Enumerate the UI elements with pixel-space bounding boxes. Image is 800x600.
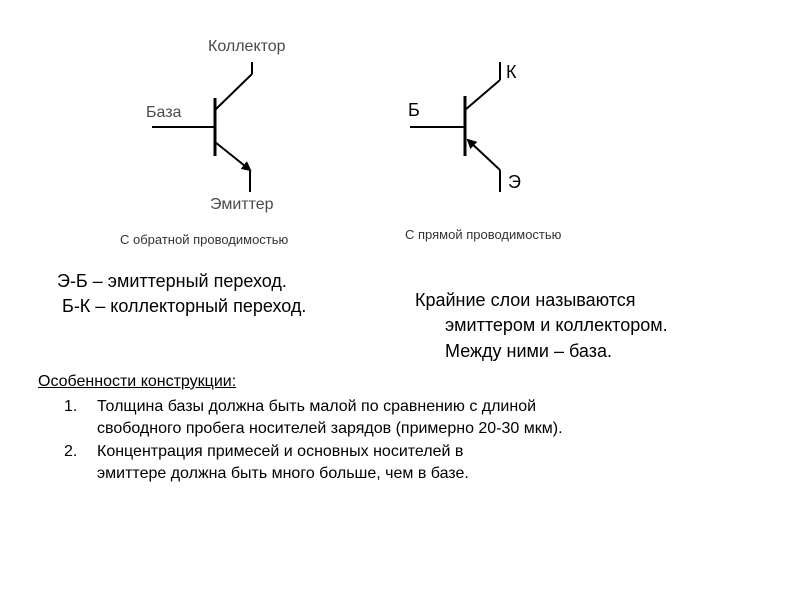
pnp-transistor-symbol (410, 62, 500, 192)
design-features-title: Особенности конструкции: (38, 373, 237, 390)
pnp-collector-lead (465, 80, 500, 110)
npn-base-label: База (146, 104, 182, 121)
npn-collector-label: Коллектор (208, 38, 286, 55)
pnp-collector-label: К (506, 62, 517, 82)
list-item-text-line: Концентрация примесей и основных носителей в (97, 443, 464, 460)
npn-collector-lead (215, 74, 252, 110)
pnp-emitter-lead (468, 140, 500, 170)
pnp-base-label: Б (408, 100, 420, 120)
list-item-text-line: свободного пробега носителей зарядов (примерно 20-30 мкм). (97, 420, 563, 437)
layers-text-line1: Крайние слои называются (415, 290, 636, 310)
list-item-number: 2. (64, 443, 78, 460)
junction-eb-text: Э-Б – эмиттерный переход. (57, 271, 287, 291)
npn-emitter-label: Эмиттер (210, 196, 274, 213)
npn-caption: С обратной проводимостью (120, 232, 289, 247)
npn-transistor-symbol (152, 62, 252, 192)
layers-text-line3: Между ними – база. (445, 341, 612, 361)
list-item-number: 1. (64, 398, 78, 415)
list-item-text-line: Толщина базы должна быть малой по сравнению с длиной (97, 398, 537, 415)
pnp-caption: С прямой проводимостью (405, 227, 562, 242)
layers-text-line2: эмиттером и коллектором. (445, 315, 668, 335)
npn-emitter-lead (215, 142, 250, 170)
list-item-text-line: эмиттере должна быть много больше, чем в базе. (97, 465, 469, 482)
pnp-emitter-label: Э (508, 172, 521, 192)
junction-bc-text: Б-К – коллекторный переход. (62, 296, 307, 316)
